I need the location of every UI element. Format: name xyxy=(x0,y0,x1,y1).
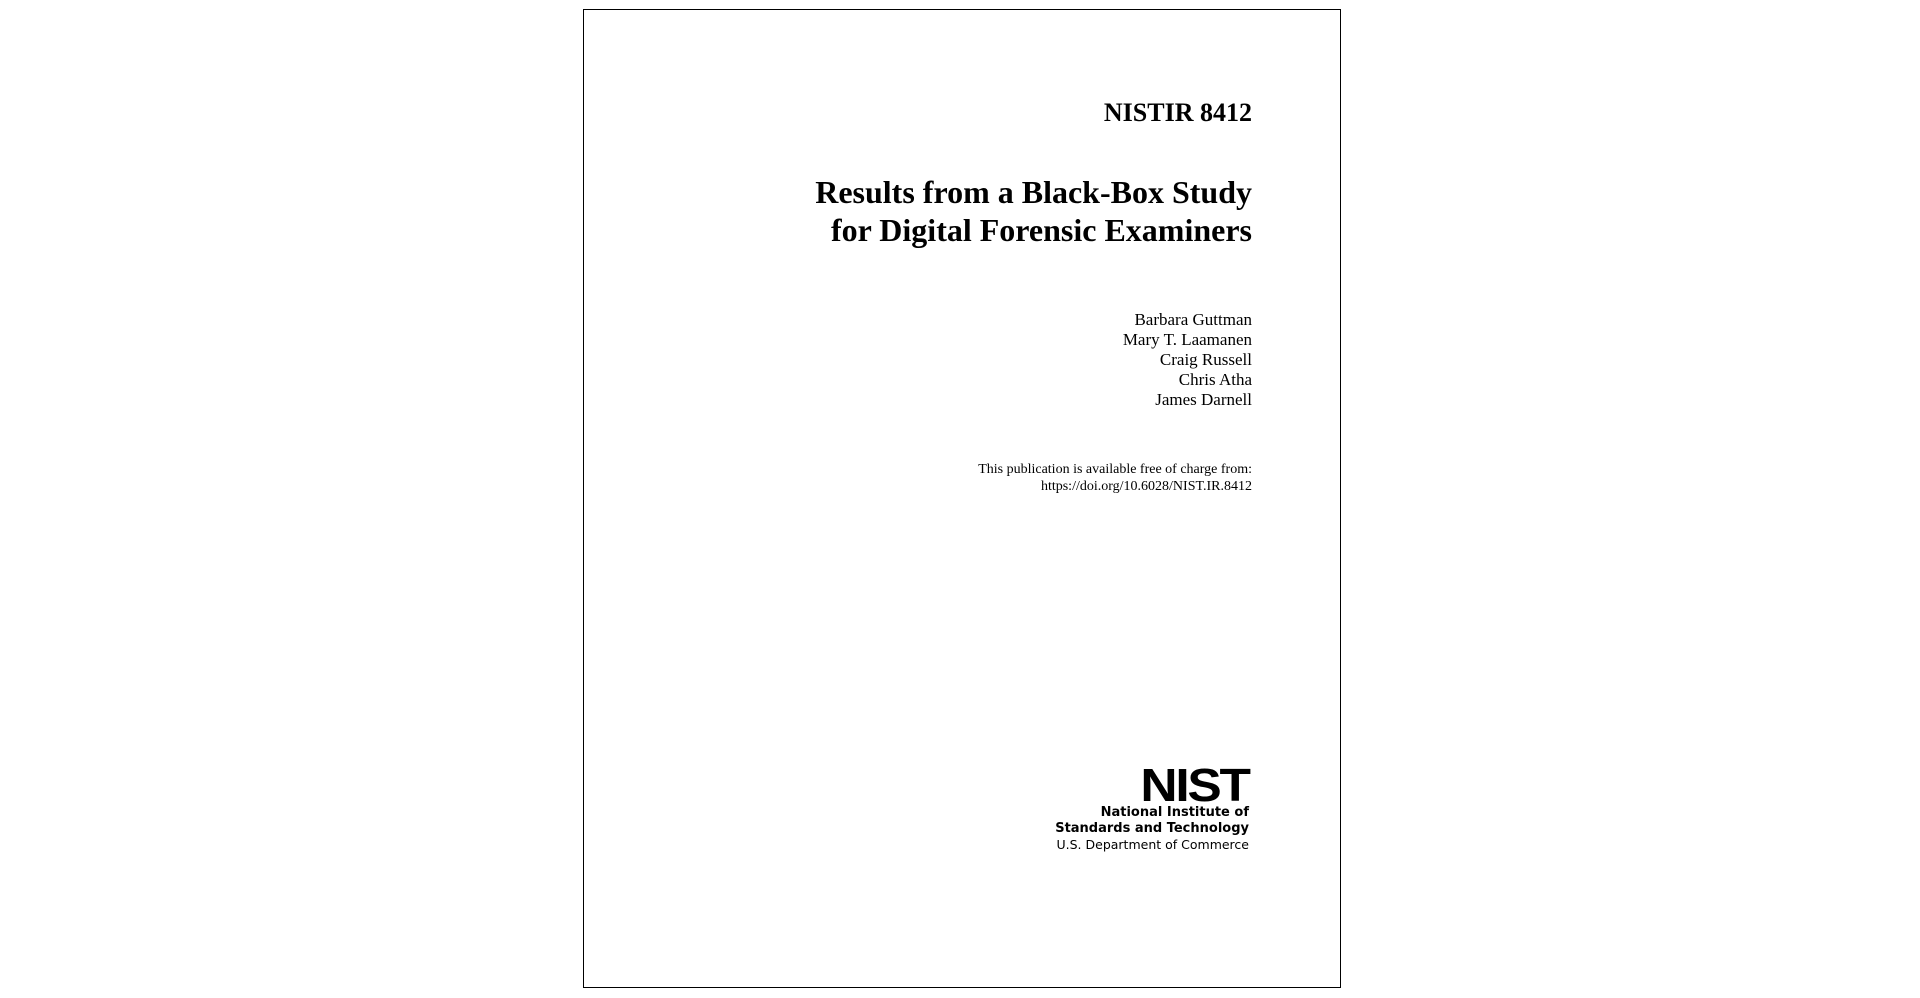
title-line: Results from a Black-Box Study xyxy=(815,174,1252,210)
availability-notice xyxy=(978,461,1252,495)
doi-link[interactable]: https://doi.org/10.6028/NIST.IR.8412 xyxy=(1040,479,1252,494)
author-name: James Darnell xyxy=(1155,390,1252,409)
logo-line: National Institute of xyxy=(1100,805,1249,820)
logo-line: Standards and Technology xyxy=(1055,821,1249,836)
document-page xyxy=(583,9,1341,988)
document-title xyxy=(815,173,1252,249)
availability-text: This publication is available free of charge from: xyxy=(978,462,1252,477)
nist-wordmark: NIST xyxy=(1140,759,1249,811)
author-name: Barbara Guttman xyxy=(1134,310,1252,329)
author-name: Mary T. Laamanen xyxy=(1122,330,1252,349)
title-line: for Digital Forensic Examiners xyxy=(831,212,1252,248)
author-name: Chris Atha xyxy=(1178,370,1252,389)
author-name: Craig Russell xyxy=(1159,350,1252,369)
logo-department: U.S. Department of Commerce xyxy=(1056,837,1249,852)
nist-logo xyxy=(989,759,1249,853)
report-number: NISTIR 8412 xyxy=(1103,98,1252,127)
author-list xyxy=(1123,310,1252,410)
